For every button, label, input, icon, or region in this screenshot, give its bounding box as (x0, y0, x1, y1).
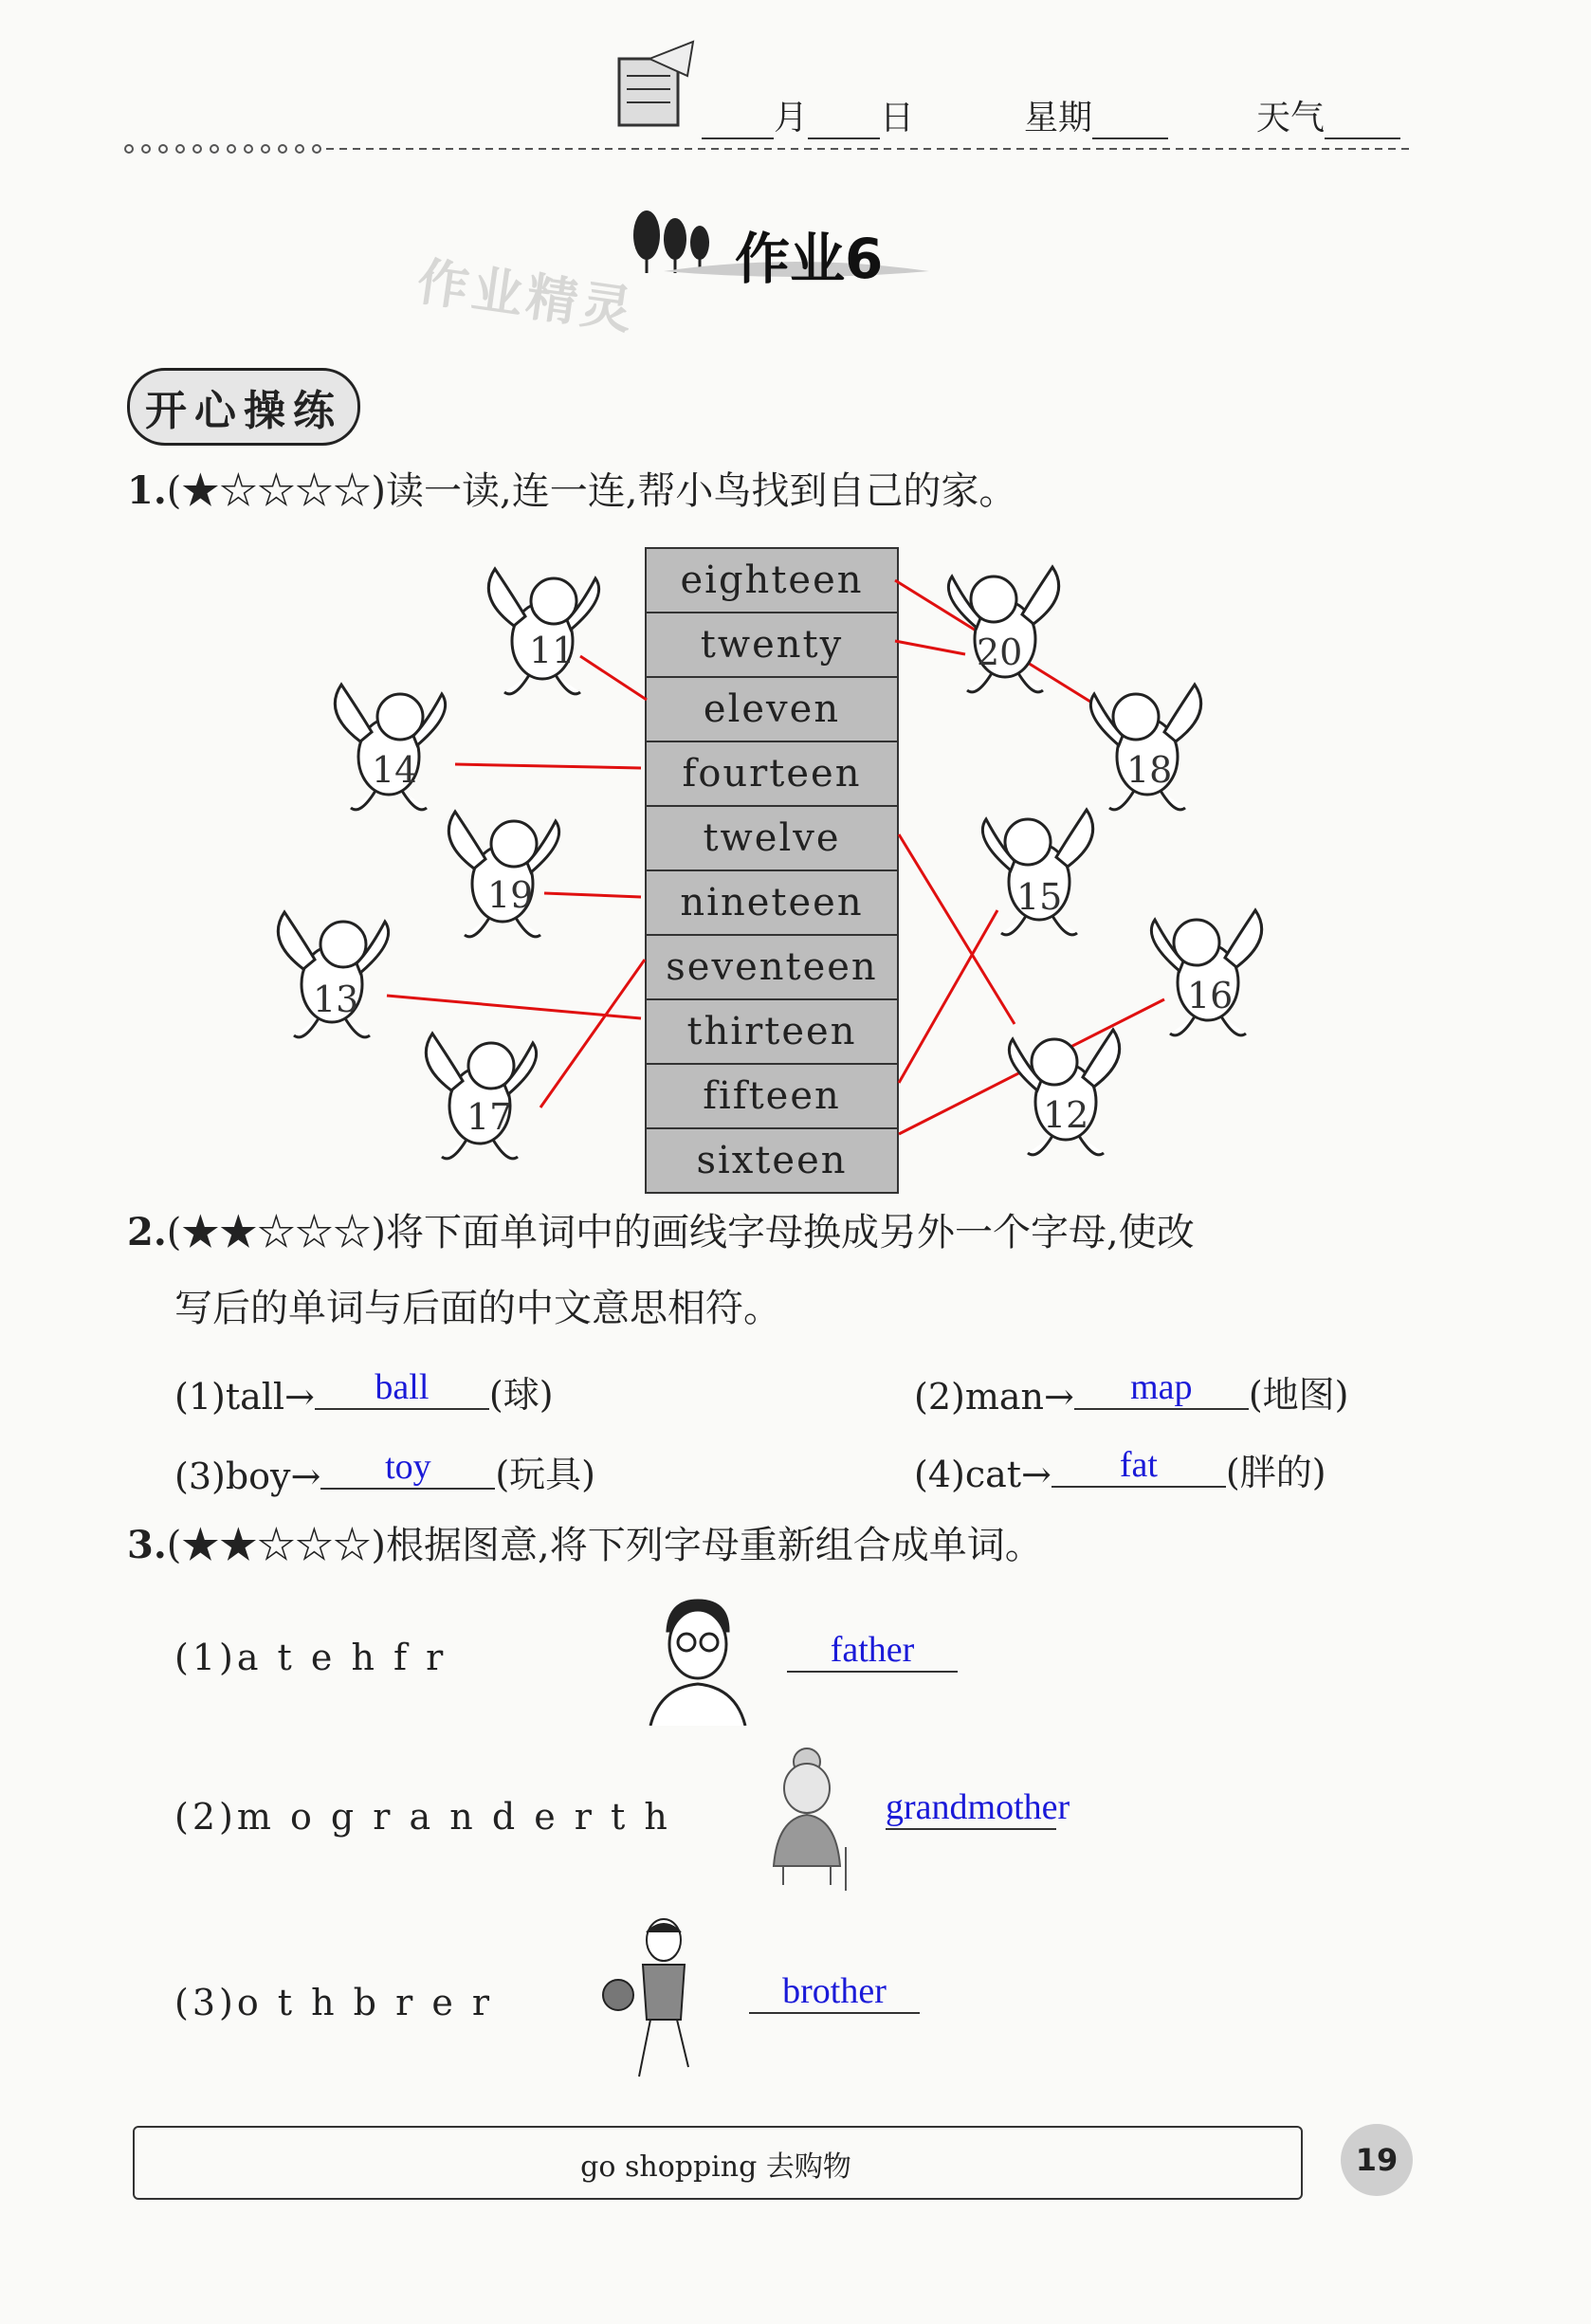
answer-blank[interactable]: toy (320, 1446, 495, 1490)
grandmother-illustration (755, 1743, 859, 1893)
bird-number: 13 (313, 979, 359, 1020)
father-illustration (641, 1593, 755, 1726)
q2-item-label: (1)tall→ (174, 1376, 315, 1418)
match-line (455, 764, 641, 768)
q3-item-label: (3)o t h b r e r (174, 1982, 494, 2023)
bird-number: 20 (977, 631, 1023, 673)
q2-item (914, 1443, 1326, 1495)
bird-icon (1081, 675, 1214, 817)
answer-blank[interactable]: fat (1052, 1444, 1226, 1488)
match-line (540, 960, 645, 1107)
bird-icon (1142, 901, 1274, 1043)
q3-prompt (127, 1523, 1043, 1568)
watermark: 作业精灵 (413, 251, 640, 341)
bird-number: 16 (1187, 975, 1234, 1016)
day-label: 日 (880, 99, 915, 137)
answer-blank[interactable]: brother (749, 1970, 920, 2014)
bird-icon (322, 675, 455, 817)
q2-item (174, 1445, 595, 1497)
page-number: 19 (1341, 2124, 1413, 2196)
bird-number: 15 (1016, 876, 1063, 918)
footer-text: go shopping 去购物 (580, 2150, 851, 2184)
bird-icon (999, 1020, 1132, 1162)
word-cell: sixteen (645, 1127, 899, 1194)
bird-number: 12 (1043, 1094, 1089, 1136)
q2-item-label: (2)man→ (914, 1376, 1074, 1418)
q3-text: 根据图意,将下列字母重新组合成单词。 (385, 1524, 1043, 1567)
q3-number: 3. (127, 1523, 167, 1567)
page-title: 作业6 (735, 227, 884, 291)
q2-number: 2. (127, 1210, 167, 1254)
bird-icon (939, 558, 1071, 700)
word-cell: twenty (645, 612, 899, 676)
word-cell: eighteen (645, 547, 899, 612)
q2-item-label: (3)boy→ (174, 1455, 321, 1497)
bird-icon (265, 903, 398, 1045)
q2-item-meaning: (球) (488, 1374, 554, 1416)
answer-blank[interactable]: ball (315, 1366, 489, 1410)
word-cell: eleven (645, 676, 899, 741)
bird-icon (413, 1024, 546, 1166)
q2-item (914, 1365, 1349, 1418)
word-cell: fifteen (645, 1063, 899, 1127)
q2-text-line1: 将下面单词中的画线字母换成另外一个字母,使改 (385, 1211, 1195, 1254)
bird-number: 11 (529, 630, 576, 671)
answer-blank[interactable]: grandmother (886, 1786, 1056, 1830)
weather-label: 天气 (1256, 99, 1326, 137)
brother-illustration (597, 1915, 711, 2082)
bird-icon (476, 559, 609, 702)
q3-stars: (★★☆☆☆) (166, 1524, 386, 1567)
weekday-label: 星期 (1024, 99, 1093, 137)
section-badge: 开心操练 (127, 368, 360, 446)
q3-item-label: (1)a t e h f r (174, 1637, 448, 1678)
q2-item-meaning: (地图) (1248, 1374, 1349, 1416)
q2-item-label: (4)cat→ (914, 1454, 1052, 1495)
answer-blank[interactable]: father (787, 1629, 958, 1673)
bird-number: 19 (487, 874, 534, 916)
word-cell: nineteen (645, 869, 899, 934)
word-cell: thirteen (645, 998, 899, 1063)
q1-number: 1. (127, 468, 167, 513)
bird-icon (973, 800, 1106, 942)
bird-number: 18 (1126, 749, 1173, 791)
bird-number: 17 (466, 1096, 513, 1138)
answer-blank[interactable]: map (1074, 1366, 1249, 1410)
q2-stars: (★★☆☆☆) (166, 1211, 386, 1254)
word-cell: twelve (645, 805, 899, 869)
q2-item (174, 1365, 554, 1418)
q3-item-label: (2)m o g r a n d e r t h (174, 1796, 671, 1838)
q2-item-meaning: (玩具) (495, 1454, 595, 1495)
q1-text: 读一读,连一连,帮小鸟找到自己的家。 (385, 469, 1017, 513)
match-line (387, 996, 641, 1018)
bird-number: 14 (372, 749, 418, 791)
word-cell: seventeen (645, 934, 899, 998)
q2-prompt (127, 1210, 1195, 1255)
q1-stars: (★☆☆☆☆) (166, 469, 386, 513)
q2-item-meaning: (胖的) (1225, 1452, 1326, 1493)
q2-text-line2: 写后的单词与后面的中文意思相符。 (174, 1287, 781, 1330)
word-cell: fourteen (645, 741, 899, 805)
month-label: 月 (774, 99, 809, 137)
bird-icon (436, 802, 569, 944)
